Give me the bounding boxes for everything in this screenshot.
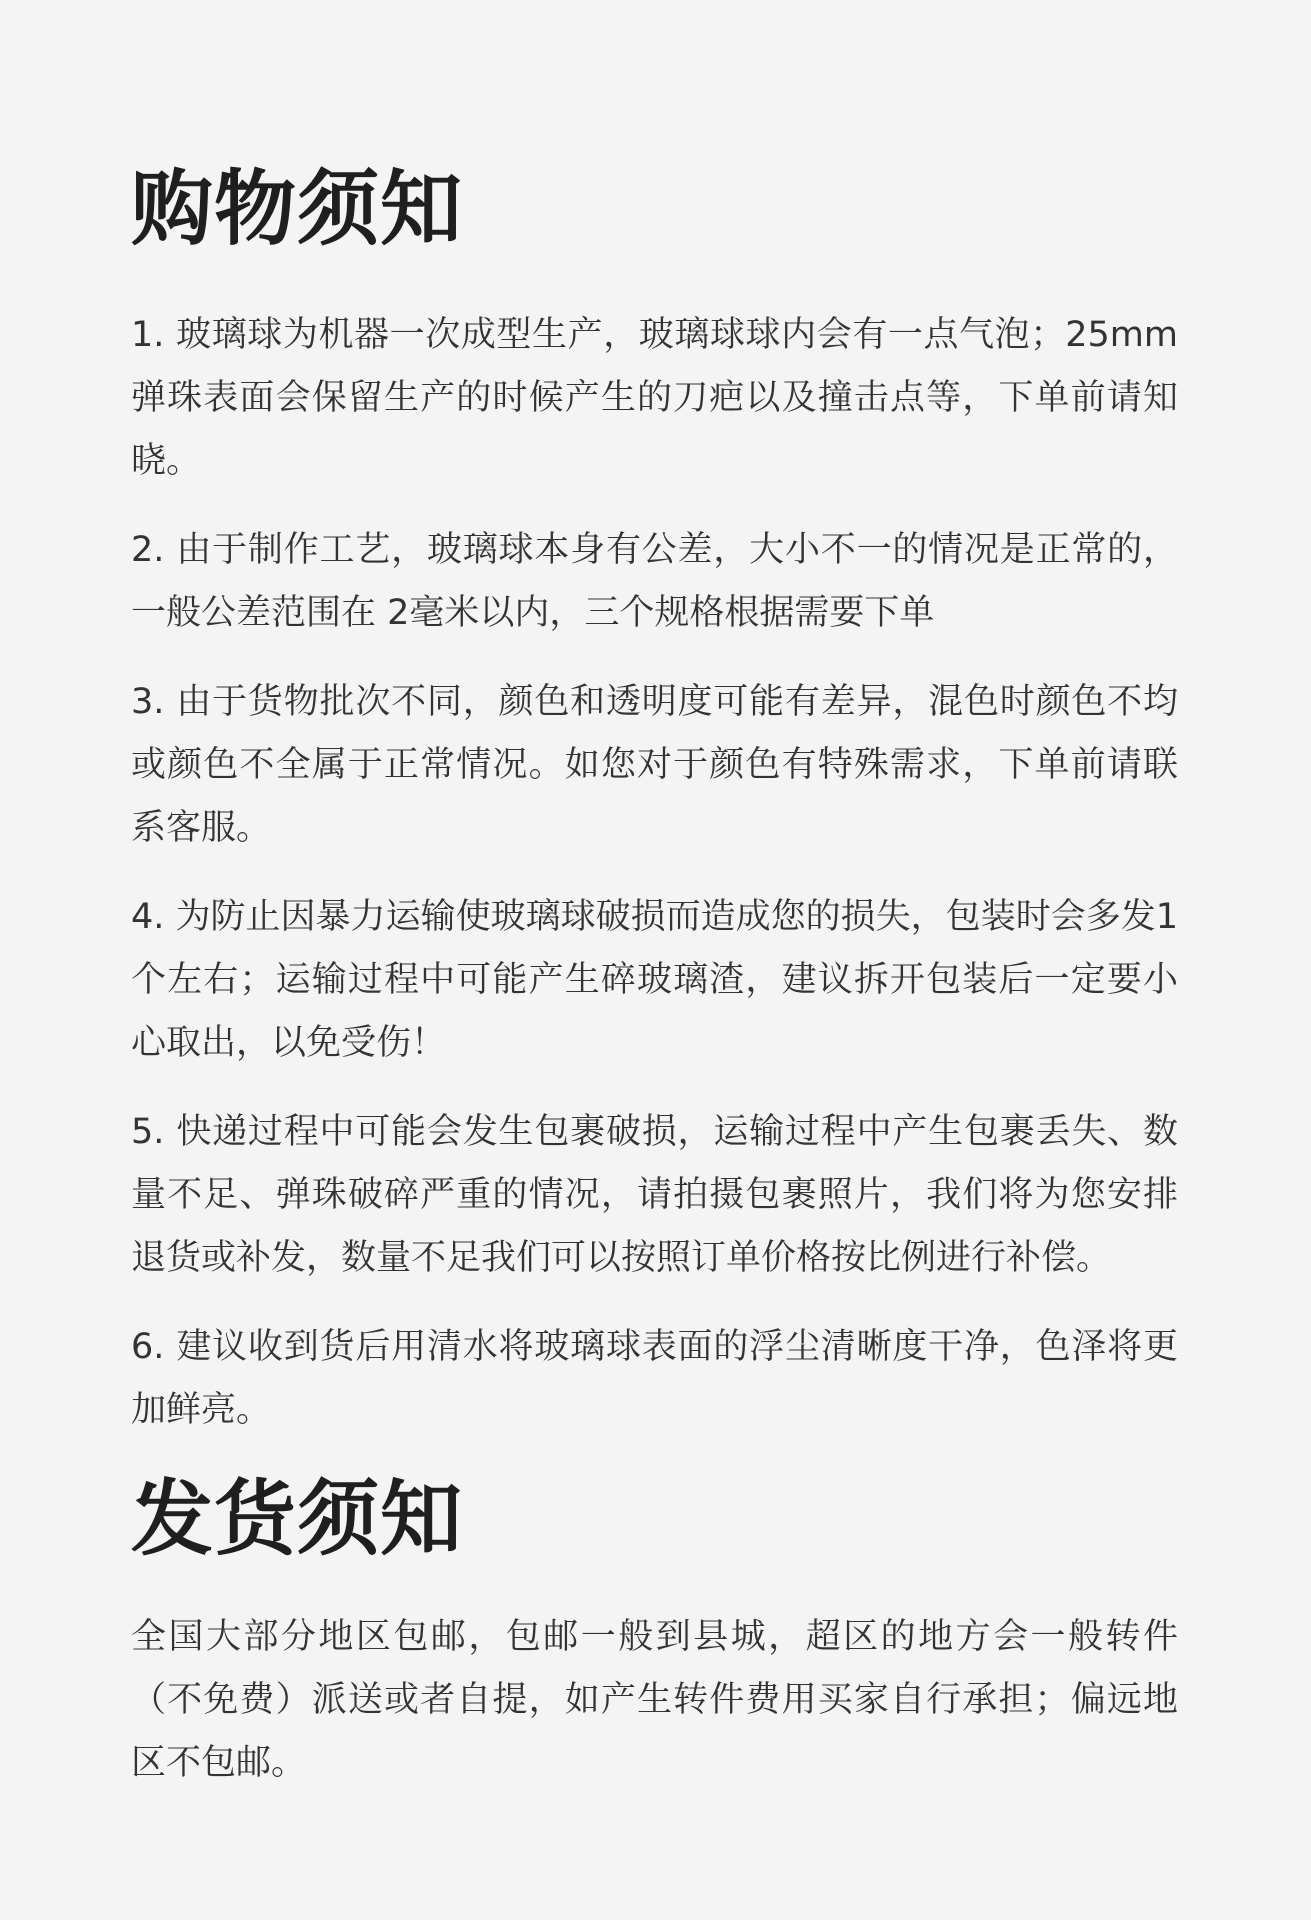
shopping-notice-item-4: 4. 为防止因暴力运输使玻璃球破损而造成您的损失，包装时会多发1个左右；运输过程中可能产生碎玻璃渣，建议拆开包装后一定要小心取出，以免受伤！: [131, 897, 1178, 1063]
shopping-notice-list: [131, 304, 1178, 1468]
shopping-notice-item-1: 1. 玻璃球为机器一次成型生产，玻璃球球内会有一点气泡；25mm弹珠表面会保留生产的时候产生的刀疤以及撞击点等，下单前请知晓。: [131, 315, 1178, 481]
shopping-notice-title: 购物须知: [131, 162, 464, 257]
shopping-notice-item-2: 2. 由于制作工艺，玻璃球本身有公差，大小不一的情况是正常的，一般公差范围在 2毫米以内，三个规格根据需要下单: [131, 530, 1178, 633]
shopping-notice-item-6: 6. 建议收到货后用清水将玻璃球表面的浮尘清晰度干净，色泽将更加鲜亮。: [131, 1327, 1178, 1430]
shopping-notice-item-5: 5. 快递过程中可能会发生包裹破损，运输过程中产生包裹丢失、数量不足、弹珠破碎严重的情况，请拍摄包裹照片，我们将为您安排退货或补发，数量不足我们可以按照订单价格按比例进行补偿。: [131, 1112, 1178, 1278]
shopping-notice-item-3: 3. 由于货物批次不同，颜色和透明度可能有差异，混色时颜色不均或颜色不全属于正常情况。如您对于颜色有特殊需求，下单前请联系客服。: [131, 682, 1178, 848]
shipping-notice-text: 全国大部分地区包邮，包邮一般到县城，超区的地方会一般转件（不免费）派送或者自提，如产生转件费用买家自行承担；偏远地区不包邮。: [131, 1617, 1178, 1783]
shipping-notice-title: 发货须知: [131, 1472, 464, 1567]
